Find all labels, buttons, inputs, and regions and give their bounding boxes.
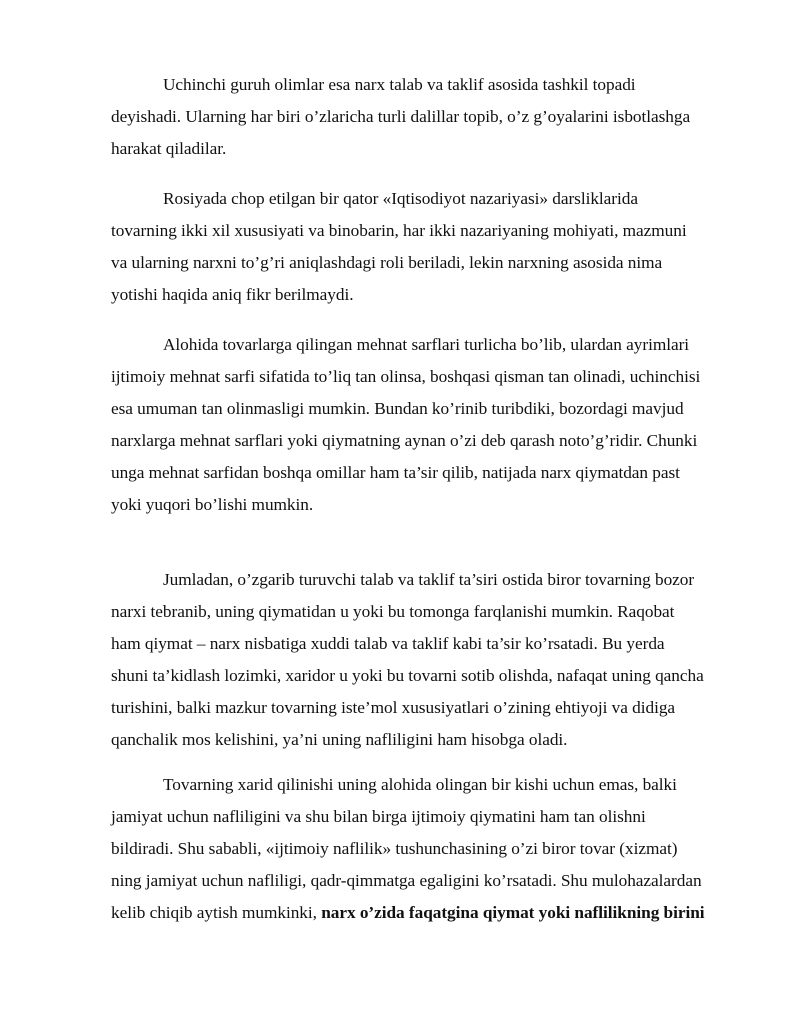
text-line: deyishadi. Ularning har biri o’zlaricha turli dalillar topib, o’z g’oyalarini isbotlashga xyxy=(111,107,691,126)
text-line: unga mehnat sarfidan boshqa omillar ham ta’sir qilib, natijada narx qiymatdan past xyxy=(111,463,680,482)
text-line: ijtimoiy mehnat sarfi sifatida to’liq tan olinsa, boshqasi qisman tan olinadi, uchinchisi xyxy=(111,367,701,386)
text-line: jamiyat uchun nafliligini va shu bilan birga ijtimoiy qiymatini ham tan olishni xyxy=(111,807,646,826)
text-line: bildiradi. Shu sababli, «ijtimoiy naflilik» tushunchasining o’zi biror tovar (xizmat) xyxy=(111,839,678,858)
text-line: ning jamiyat uchun nafliligi, qadr-qimmatga egaligini ko’rsatadi. Shu mulohazalardan xyxy=(111,871,702,890)
text-line: harakat qiladilar. xyxy=(111,139,227,158)
text-line: turishini, balki mazkur tovarning iste’mol xususiyatlari o’zining ehtiyoji va didiga xyxy=(111,698,676,717)
text-line: narxi tebranib, uning qiymatidan u yoki bu tomonga farqlanishi mumkin. Raqobat xyxy=(111,602,675,621)
text-line: qanchalik mos kelishini, ya’ni uning nafliligini ham hisobga oladi. xyxy=(111,730,568,749)
text-line: tovarning ikki xil xususiyati va binobarin, har ikki nazariyaning mohiyati, mazmuni xyxy=(111,221,687,240)
text-bold-emphasis: narx o’zida faqatgina qiymat yoki naflilikning birini xyxy=(321,903,705,922)
text-line: esa umuman tan olinmasligi mumkin. Bundan ko’rinib turibdiki, bozordagi mavjud xyxy=(111,399,684,418)
text-line: ham qiymat – narx nisbatiga xuddi talab va taklif kabi ta’sir ko’rsatadi. Bu yerda xyxy=(111,634,665,653)
text-line: yoki yuqori bo’lishi mumkin. xyxy=(111,495,314,514)
text-line: yotishi haqida aniq fikr berilmaydi. xyxy=(111,285,354,304)
text-line: Rosiyada chop etilgan bir qator «Iqtisodiyot nazariyasi» darsliklarida xyxy=(163,189,638,208)
text-line: va ularning narxni to’g’ri aniqlashdagi roli beriladi, lekin narxning asosida nima xyxy=(111,253,663,272)
text-line: Uchinchi guruh olimlar esa narx talab va taklif asosida tashkil topadi xyxy=(163,75,636,94)
text-line: Tovarning xarid qilinishi uning alohida olingan bir kishi uchun emas, balki xyxy=(163,775,677,794)
text-line: shuni ta’kidlash lozimki, xaridor u yoki bu tovarni sotib olishda, nafaqat uning qancha xyxy=(111,666,704,685)
text-plain: kelib chiqib aytish mumkinki, xyxy=(111,903,322,922)
text-line: narxlarga mehnat sarflari yoki qiymatning aynan o’zi deb qarash noto’g’ridir. Chunki xyxy=(111,431,698,450)
text-line: Alohida tovarlarga qilingan mehnat sarflari turlicha bo’lib, ulardan ayrimlari xyxy=(163,335,690,354)
text-line xyxy=(111,901,751,925)
text-line: Jumladan, o’zgarib turuvchi talab va taklif ta’siri ostida biror tovarning bozor xyxy=(163,570,695,589)
